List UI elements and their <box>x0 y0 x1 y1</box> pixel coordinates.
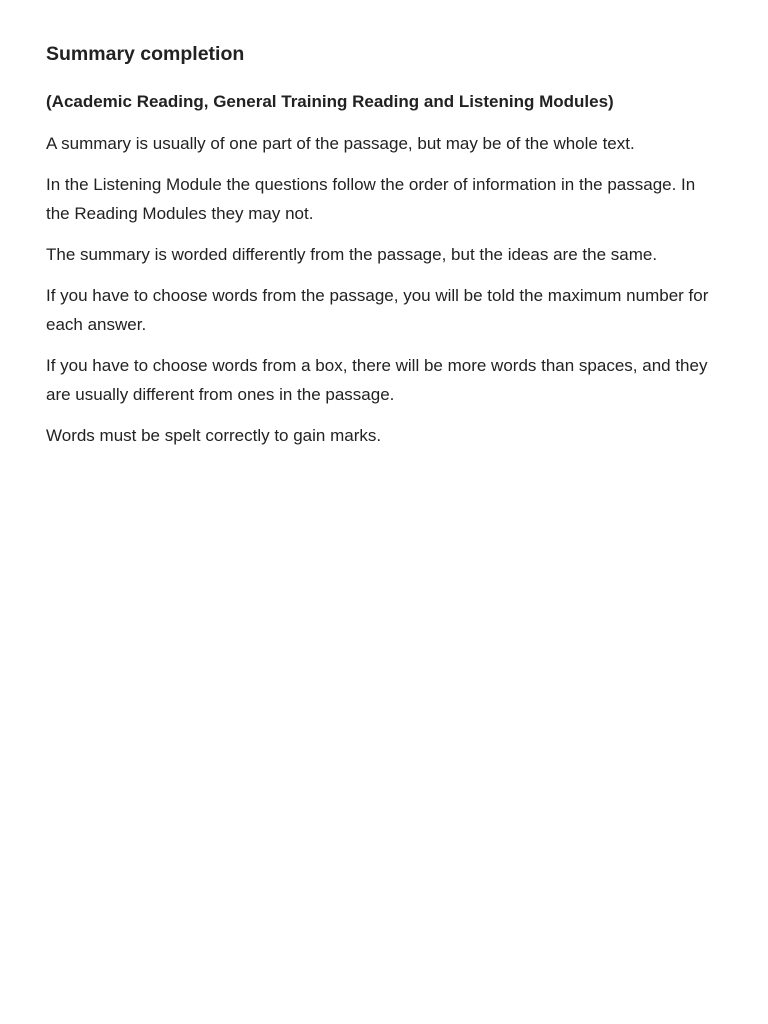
page-title: Summary completion <box>46 43 245 65</box>
paragraph-1: A summary is usually of one part of the passage, but may be of the whole text. <box>46 134 635 153</box>
paragraph-3: The summary is worded differently from the passage, but the ideas are the same. <box>46 245 658 264</box>
page-subtitle: (Academic Reading, General Training Reading and Listening Modules) <box>46 92 614 111</box>
paragraph-6: Words must be spelt correctly to gain marks. <box>46 426 382 445</box>
paragraph-5: If you have to choose words from a box, there will be more words than spaces, and they are usually different from ones in the passage. <box>46 356 708 404</box>
paragraph-4: If you have to choose words from the passage, you will be told the maximum number for each answer. <box>46 286 709 334</box>
paragraph-2: In the Listening Module the questions follow the order of information in the passage. In the Reading Modules they may not. <box>46 175 696 223</box>
